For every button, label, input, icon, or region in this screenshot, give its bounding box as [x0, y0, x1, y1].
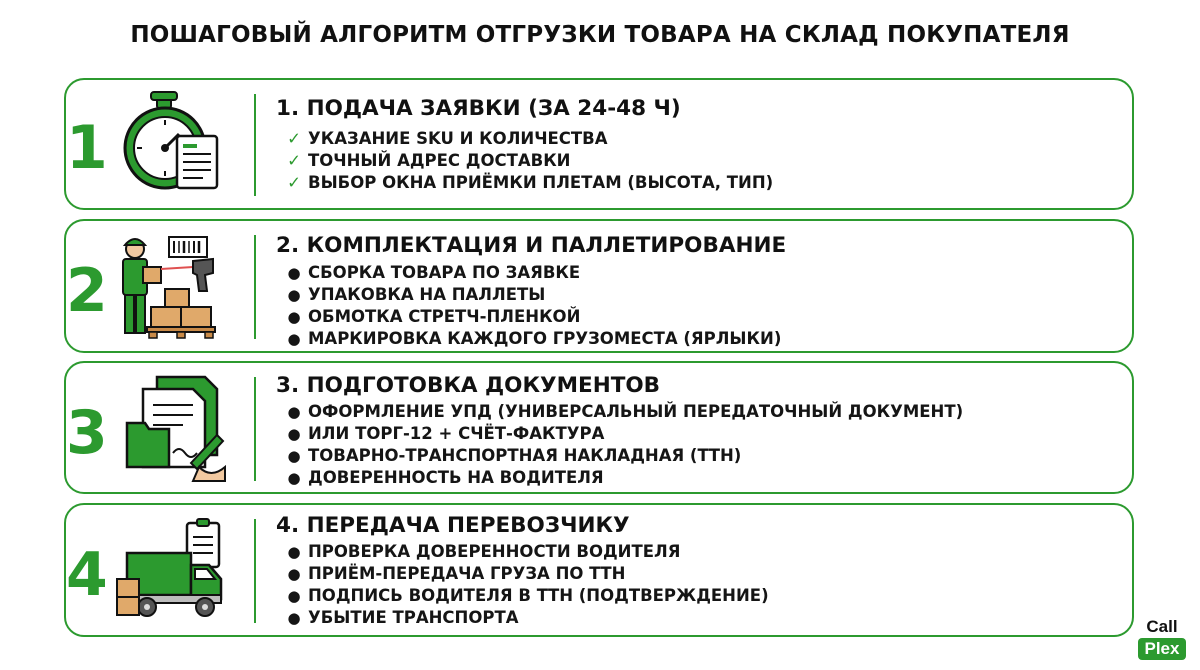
- step-card-2: [64, 219, 1134, 353]
- divider: [254, 519, 256, 623]
- step-heading: 3. ПОДГОТОВКА ДОКУМЕНТОВ: [276, 373, 661, 398]
- list-item: ● МАРКИРОВКА КАЖДОГО ГРУЗОМЕСТА (ЯРЛЫКИ): [284, 328, 781, 350]
- list-item: ● ПРОВЕРКА ДОВЕРЕННОСТИ ВОДИТЕЛЯ: [284, 541, 769, 563]
- bullet-icon: ●: [287, 447, 301, 465]
- page-title: ПОШАГОВЫЙ АЛГОРИТМ ОТГРУЗКИ ТОВАРА НА СКЛАД ПОКУПАТЕЛЯ: [130, 22, 1070, 48]
- step-card-4: [64, 503, 1134, 637]
- check-icon: ✓: [287, 129, 301, 148]
- bullet-icon: ●: [287, 286, 301, 304]
- bullet-icon: ●: [287, 543, 301, 561]
- list-item: ● УБЫТИЕ ТРАНСПОРТА: [284, 607, 769, 629]
- bullet-icon: ●: [287, 264, 301, 282]
- step-card-1: [64, 78, 1134, 210]
- step-items: [284, 128, 773, 194]
- documents-signing-icon: [113, 371, 233, 487]
- stopwatch-document-icon: [113, 88, 233, 204]
- step-number: 2: [66, 256, 108, 326]
- bullet-icon: ●: [287, 565, 301, 583]
- list-item: ● УПАКОВКА НА ПАЛЛЕТЫ: [284, 284, 781, 306]
- bullet-icon: ●: [287, 403, 301, 421]
- step-number: 3: [66, 398, 108, 468]
- step-card-3: [64, 361, 1134, 494]
- bullet-icon: ●: [287, 308, 301, 326]
- list-item: ● ОБМОТКА СТРЕТЧ-ПЛЕНКОЙ: [284, 306, 781, 328]
- bullet-icon: ●: [287, 330, 301, 348]
- step-heading: 2. КОМПЛЕКТАЦИЯ И ПАЛЛЕТИРОВАНИЕ: [276, 233, 787, 258]
- check-icon: ✓: [287, 173, 301, 192]
- bullet-icon: ●: [287, 469, 301, 487]
- step-heading: 1. ПОДАЧА ЗАЯВКИ (ЗА 24-48 Ч): [276, 96, 681, 121]
- step-number: 1: [66, 113, 108, 183]
- step-items: [284, 541, 769, 629]
- step-number: 4: [66, 540, 108, 610]
- step-items: [284, 401, 963, 489]
- list-item: ● ДОВЕРЕННОСТЬ НА ВОДИТЕЛЯ: [284, 467, 963, 489]
- list-item: ✓ ВЫБОР ОКНА ПРИЁМКИ ПЛЕТАМ (ВЫСОТА, ТИП): [284, 172, 773, 194]
- list-item: ● ПРИЁМ-ПЕРЕДАЧА ГРУЗА ПО ТТН: [284, 563, 769, 585]
- bullet-icon: ●: [287, 609, 301, 627]
- divider: [254, 94, 256, 196]
- list-item: ● ОФОРМЛЕНИЕ УПД (УНИВЕРСАЛЬНЫЙ ПЕРЕДАТОЧНЫЙ ДОКУМЕНТ): [284, 401, 963, 423]
- bullet-icon: ●: [287, 587, 301, 605]
- list-item: ● ИЛИ ТОРГ-12 + СЧЁТ-ФАКТУРА: [284, 423, 963, 445]
- logo-line-2: Plex: [1138, 638, 1186, 660]
- truck-clipboard-icon: [113, 513, 233, 629]
- callplex-logo: [1138, 617, 1186, 660]
- divider: [254, 235, 256, 339]
- divider: [254, 377, 256, 481]
- step-heading: 4. ПЕРЕДАЧА ПЕРЕВОЗЧИКУ: [276, 513, 630, 538]
- check-icon: ✓: [287, 151, 301, 170]
- list-item: ● ПОДПИСЬ ВОДИТЕЛЯ В ТТН (ПОДТВЕРЖДЕНИЕ): [284, 585, 769, 607]
- logo-line-1: Call: [1146, 617, 1178, 636]
- worker-pallet-scanner-icon: [113, 229, 233, 345]
- list-item: ● СБОРКА ТОВАРА ПО ЗАЯВКЕ: [284, 262, 781, 284]
- list-item: ✓ ТОЧНЫЙ АДРЕС ДОСТАВКИ: [284, 150, 773, 172]
- bullet-icon: ●: [287, 425, 301, 443]
- step-items: [284, 262, 781, 350]
- list-item: ✓ УКАЗАНИЕ SKU И КОЛИЧЕСТВА: [284, 128, 773, 150]
- list-item: ● ТОВАРНО-ТРАНСПОРТНАЯ НАКЛАДНАЯ (ТТН): [284, 445, 963, 467]
